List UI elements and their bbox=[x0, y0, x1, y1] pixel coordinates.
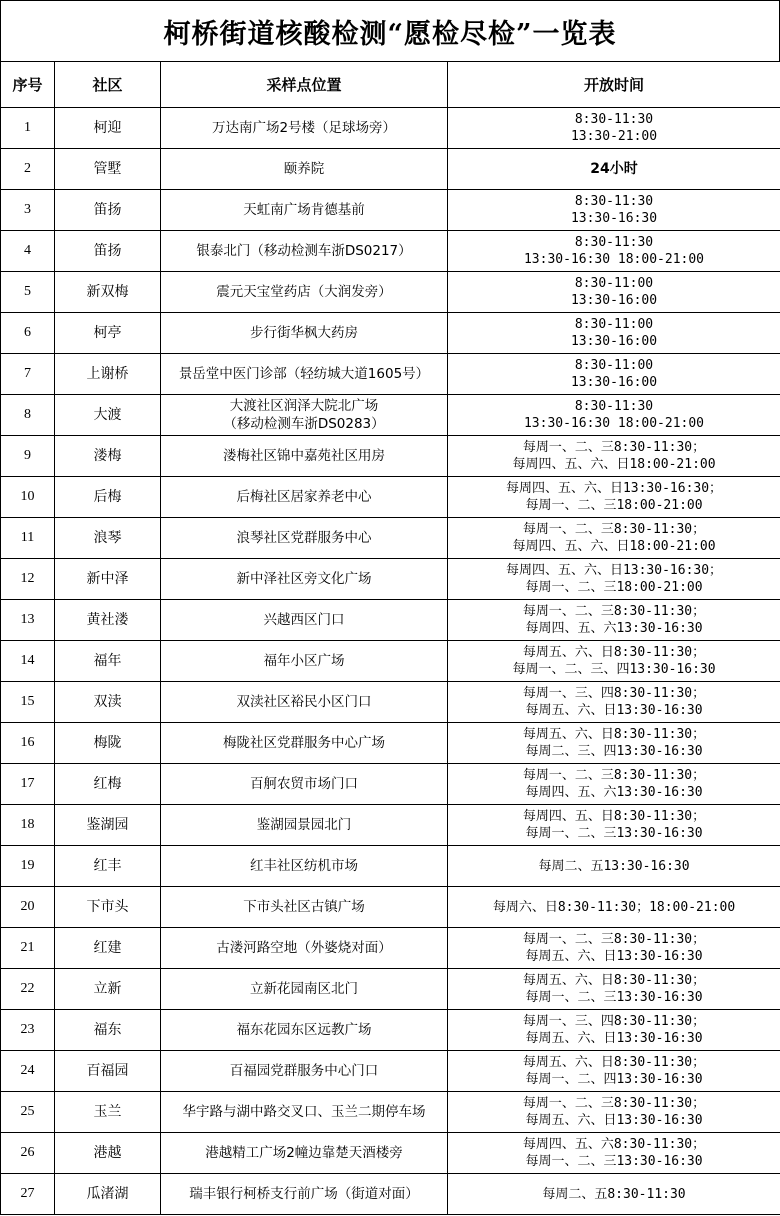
row-community: 瓜渚湖 bbox=[55, 1174, 161, 1215]
table-row bbox=[1, 723, 780, 764]
table-row bbox=[1, 518, 780, 559]
row-community: 立新 bbox=[55, 969, 161, 1010]
row-hours: 每周四、五、六、日13:30-16:30； 每周一、二、三18:00-21:00 bbox=[448, 559, 780, 600]
table-row bbox=[1, 231, 780, 272]
row-no: 22 bbox=[1, 969, 55, 1010]
row-hours: 8:30-11:30 13:30-16:30 bbox=[448, 190, 780, 231]
row-no: 13 bbox=[1, 600, 55, 641]
row-location: 兴越西区门口 bbox=[161, 600, 448, 641]
table-row bbox=[1, 928, 780, 969]
header-row bbox=[1, 62, 780, 108]
row-location: 港越精工广场2幢边靠楚天酒楼旁 bbox=[161, 1133, 448, 1174]
table-row bbox=[1, 641, 780, 682]
row-location: 瑞丰银行柯桥支行前广场（街道对面） bbox=[161, 1174, 448, 1215]
table-row bbox=[1, 108, 780, 149]
row-hours: 8:30-11:00 13:30-16:00 bbox=[448, 272, 780, 313]
row-community: 双渎 bbox=[55, 682, 161, 723]
row-community: 鉴湖园 bbox=[55, 805, 161, 846]
row-community: 红建 bbox=[55, 928, 161, 969]
row-community: 柯亭 bbox=[55, 313, 161, 354]
header-location: 采样点位置 bbox=[161, 62, 448, 108]
row-location: 福东花园东区远教广场 bbox=[161, 1010, 448, 1051]
table-row bbox=[1, 313, 780, 354]
row-location: 颐养院 bbox=[161, 149, 448, 190]
table-row bbox=[1, 600, 780, 641]
table-row bbox=[1, 969, 780, 1010]
table-body bbox=[1, 108, 780, 1215]
row-no: 21 bbox=[1, 928, 55, 969]
table-row bbox=[1, 559, 780, 600]
row-no: 20 bbox=[1, 887, 55, 928]
row-no: 9 bbox=[1, 436, 55, 477]
row-no: 26 bbox=[1, 1133, 55, 1174]
row-no: 2 bbox=[1, 149, 55, 190]
row-no: 24 bbox=[1, 1051, 55, 1092]
row-hours: 每周五、六、日8:30-11:30； 每周一、二、三、四13:30-16:30 bbox=[448, 641, 780, 682]
row-hours: 每周四、五、日8:30-11:30； 每周一、二、三13:30-16:30 bbox=[448, 805, 780, 846]
row-no: 15 bbox=[1, 682, 55, 723]
row-location: 下市头社区古镇广场 bbox=[161, 887, 448, 928]
header-community: 社区 bbox=[55, 62, 161, 108]
row-location: 万达南广场2号楼（足球场旁） bbox=[161, 108, 448, 149]
row-no: 14 bbox=[1, 641, 55, 682]
row-location: 双渎社区裕民小区门口 bbox=[161, 682, 448, 723]
row-community: 福东 bbox=[55, 1010, 161, 1051]
table-row bbox=[1, 682, 780, 723]
table-row bbox=[1, 190, 780, 231]
row-community: 后梅 bbox=[55, 477, 161, 518]
row-location: 百舸农贸市场门口 bbox=[161, 764, 448, 805]
row-community: 柯迎 bbox=[55, 108, 161, 149]
page-title: 柯桥街道核酸检测“愿检尽检”一览表 bbox=[0, 0, 780, 61]
row-hours: 每周一、二、三8:30-11:30； 每周四、五、六13:30-16:30 bbox=[448, 600, 780, 641]
row-hours: 每周五、六、日8:30-11:30； 每周一、二、四13:30-16:30 bbox=[448, 1051, 780, 1092]
row-hours: 每周一、二、三8:30-11:30； 每周五、六、日13:30-16:30 bbox=[448, 1092, 780, 1133]
table-row bbox=[1, 805, 780, 846]
table-row bbox=[1, 272, 780, 313]
row-location: 后梅社区居家养老中心 bbox=[161, 477, 448, 518]
row-location: 百福园党群服务中心门口 bbox=[161, 1051, 448, 1092]
row-hours: 每周一、二、三8:30-11:30； 每周四、五、六、日18:00-21:00 bbox=[448, 518, 780, 559]
row-location: 红丰社区纺机市场 bbox=[161, 846, 448, 887]
row-no: 25 bbox=[1, 1092, 55, 1133]
table-row bbox=[1, 395, 780, 436]
row-community: 玉兰 bbox=[55, 1092, 161, 1133]
table-row bbox=[1, 354, 780, 395]
row-hours: 每周一、三、四8:30-11:30； 每周五、六、日13:30-16:30 bbox=[448, 682, 780, 723]
row-no: 5 bbox=[1, 272, 55, 313]
row-hours: 每周一、二、三8:30-11:30； 每周四、五、六、日18:00-21:00 bbox=[448, 436, 780, 477]
row-location: 古溇河路空地（外婆烧对面） bbox=[161, 928, 448, 969]
row-community: 大渡 bbox=[55, 395, 161, 436]
row-location: 梅陇社区党群服务中心广场 bbox=[161, 723, 448, 764]
row-no: 7 bbox=[1, 354, 55, 395]
row-no: 6 bbox=[1, 313, 55, 354]
table-row bbox=[1, 1092, 780, 1133]
row-location: 立新花园南区北门 bbox=[161, 969, 448, 1010]
row-hours: 8:30-11:30 13:30-16:30 18:00-21:00 bbox=[448, 395, 780, 436]
row-community: 黄社溇 bbox=[55, 600, 161, 641]
row-community: 上谢桥 bbox=[55, 354, 161, 395]
row-hours: 每周二、五8:30-11:30 bbox=[448, 1174, 780, 1215]
row-community: 管墅 bbox=[55, 149, 161, 190]
table-row bbox=[1, 477, 780, 518]
table-row bbox=[1, 1174, 780, 1215]
row-community: 梅陇 bbox=[55, 723, 161, 764]
row-community: 福年 bbox=[55, 641, 161, 682]
row-hours: 每周六、日8:30-11:30；18:00-21:00 bbox=[448, 887, 780, 928]
row-hours: 每周二、五13:30-16:30 bbox=[448, 846, 780, 887]
row-no: 1 bbox=[1, 108, 55, 149]
row-no: 10 bbox=[1, 477, 55, 518]
row-community: 港越 bbox=[55, 1133, 161, 1174]
row-hours: 8:30-11:30 13:30-16:30 18:00-21:00 bbox=[448, 231, 780, 272]
header-hours: 开放时间 bbox=[448, 62, 780, 108]
row-community: 笛扬 bbox=[55, 231, 161, 272]
table-row bbox=[1, 436, 780, 477]
row-no: 27 bbox=[1, 1174, 55, 1215]
row-location: 溇梅社区锦中嘉苑社区用房 bbox=[161, 436, 448, 477]
table-row bbox=[1, 1051, 780, 1092]
row-no: 3 bbox=[1, 190, 55, 231]
sampling-sites-table bbox=[0, 61, 780, 1215]
row-hours: 8:30-11:00 13:30-16:00 bbox=[448, 313, 780, 354]
row-hours: 每周一、二、三8:30-11:30； 每周四、五、六13:30-16:30 bbox=[448, 764, 780, 805]
row-location: 新中泽社区旁文化广场 bbox=[161, 559, 448, 600]
table-row bbox=[1, 887, 780, 928]
row-no: 18 bbox=[1, 805, 55, 846]
table-row bbox=[1, 1010, 780, 1051]
row-location: 鉴湖园景园北门 bbox=[161, 805, 448, 846]
row-community: 红丰 bbox=[55, 846, 161, 887]
row-location: 震元天宝堂药店（大润发旁） bbox=[161, 272, 448, 313]
row-community: 溇梅 bbox=[55, 436, 161, 477]
table-row bbox=[1, 149, 780, 190]
row-location: 大渡社区润泽大院北广场 （移动检测车浙DS0283） bbox=[161, 395, 448, 436]
row-no: 11 bbox=[1, 518, 55, 559]
row-community: 笛扬 bbox=[55, 190, 161, 231]
row-community: 红梅 bbox=[55, 764, 161, 805]
row-hours: 每周五、六、日8:30-11:30； 每周二、三、四13:30-16:30 bbox=[448, 723, 780, 764]
row-location: 福年小区广场 bbox=[161, 641, 448, 682]
row-community: 新中泽 bbox=[55, 559, 161, 600]
row-location: 步行街华枫大药房 bbox=[161, 313, 448, 354]
row-community: 下市头 bbox=[55, 887, 161, 928]
row-community: 浪琴 bbox=[55, 518, 161, 559]
row-hours: 每周四、五、六、日13:30-16:30； 每周一、二、三18:00-21:00 bbox=[448, 477, 780, 518]
row-hours: 每周四、五、六8:30-11:30； 每周一、二、三13:30-16:30 bbox=[448, 1133, 780, 1174]
row-hours: 24小时 bbox=[448, 149, 780, 190]
row-location: 银泰北门（移动检测车浙DS0217） bbox=[161, 231, 448, 272]
row-hours: 8:30-11:00 13:30-16:00 bbox=[448, 354, 780, 395]
row-no: 4 bbox=[1, 231, 55, 272]
row-hours: 每周一、三、四8:30-11:30； 每周五、六、日13:30-16:30 bbox=[448, 1010, 780, 1051]
row-no: 8 bbox=[1, 395, 55, 436]
row-location: 天虹南广场肯德基前 bbox=[161, 190, 448, 231]
row-no: 12 bbox=[1, 559, 55, 600]
row-hours: 每周一、二、三8:30-11:30； 每周五、六、日13:30-16:30 bbox=[448, 928, 780, 969]
row-hours: 8:30-11:30 13:30-21:00 bbox=[448, 108, 780, 149]
row-location: 浪琴社区党群服务中心 bbox=[161, 518, 448, 559]
row-no: 23 bbox=[1, 1010, 55, 1051]
row-no: 16 bbox=[1, 723, 55, 764]
table-row bbox=[1, 1133, 780, 1174]
table-row bbox=[1, 764, 780, 805]
row-location: 华宇路与湖中路交叉口、玉兰二期停车场 bbox=[161, 1092, 448, 1133]
row-hours: 每周五、六、日8:30-11:30； 每周一、二、三13:30-16:30 bbox=[448, 969, 780, 1010]
row-location: 景岳堂中医门诊部（轻纺城大道1605号） bbox=[161, 354, 448, 395]
row-no: 19 bbox=[1, 846, 55, 887]
row-community: 百福园 bbox=[55, 1051, 161, 1092]
table-row bbox=[1, 846, 780, 887]
row-community: 新双梅 bbox=[55, 272, 161, 313]
header-no: 序号 bbox=[1, 62, 55, 108]
row-no: 17 bbox=[1, 764, 55, 805]
